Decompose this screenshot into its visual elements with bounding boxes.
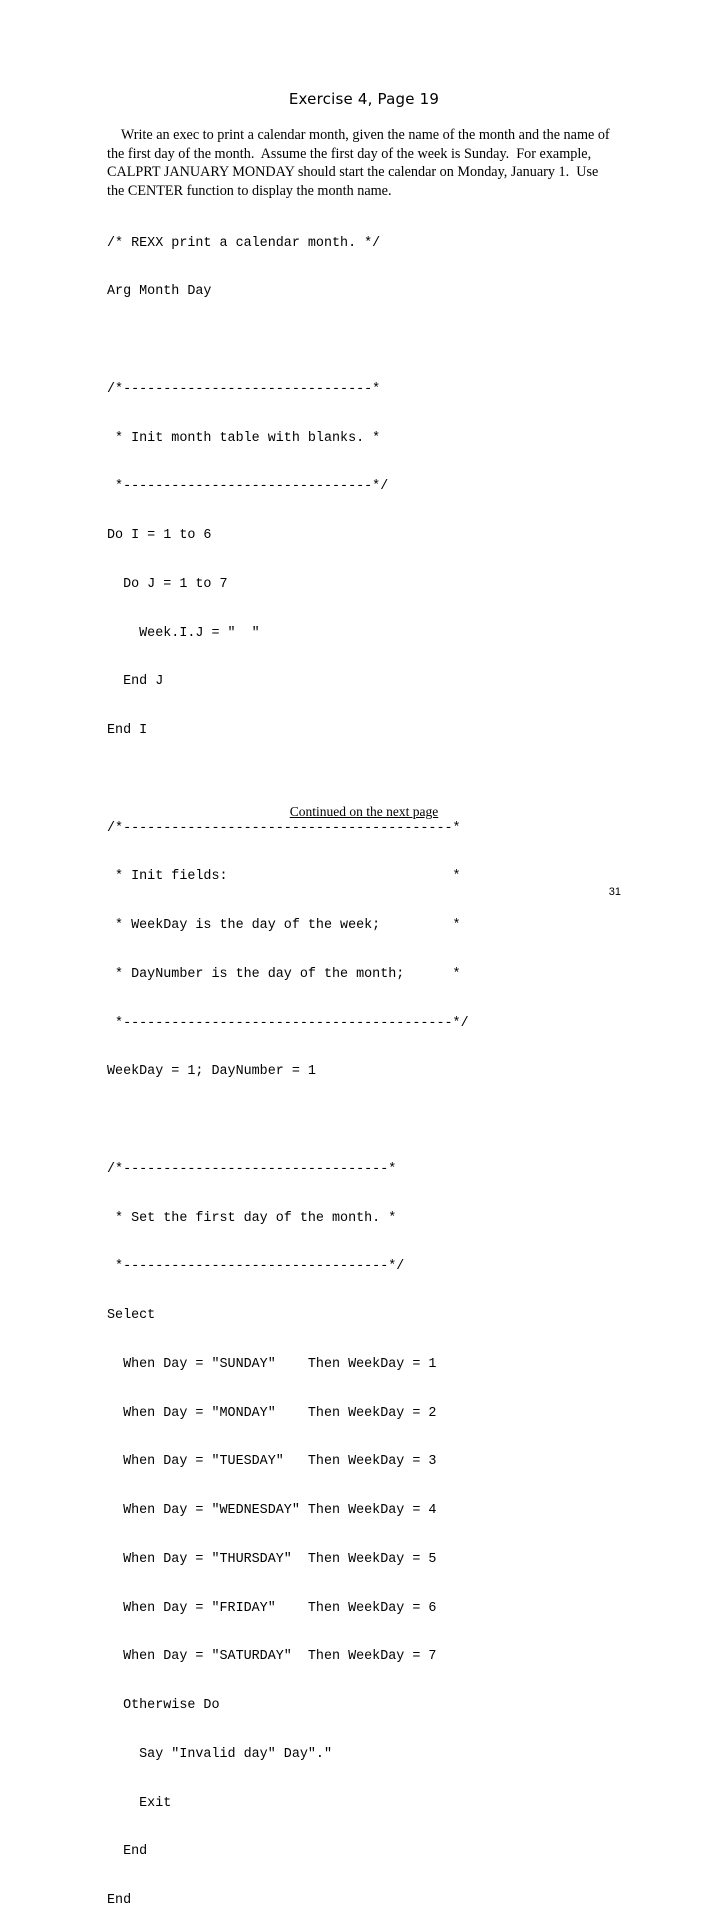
code-line: * Set the first day of the month. * (107, 1210, 397, 1226)
description-line: the first day of the month. Assume the first day of the week is Sunday. For example, (107, 145, 592, 162)
code-line (107, 1113, 469, 1129)
code-line: Do J = 1 to 7 (107, 576, 228, 592)
code-line: * Init month table with blanks. * (107, 430, 381, 446)
code-line: /*-------------------------------* (107, 381, 381, 397)
code-line: * WeekDay is the day of the week; * (107, 918, 461, 933)
code-line (107, 333, 469, 349)
code-line: Exit (107, 1795, 172, 1811)
code-line: When Day = "SATURDAY" Then WeekDay = 7 (107, 1649, 437, 1665)
code-line: When Day = "FRIDAY" Then WeekDay = 6 (107, 1600, 437, 1616)
page-title: Exercise 4, Page 19 (288, 90, 440, 108)
code-line: Say "Invalid day" Day"." (107, 1746, 332, 1762)
code-line: End (107, 1893, 132, 1908)
exercise-description (107, 126, 627, 200)
code-line: * Init fields: * (107, 869, 461, 885)
code-line: Do I = 1 to 6 (107, 528, 212, 543)
rexx-code-listing (107, 203, 469, 1926)
code-line: Week.I.J = " " (107, 625, 260, 641)
code-line: End I (107, 723, 148, 738)
code-line: WeekDay = 1; DayNumber = 1 (107, 1064, 316, 1080)
code-line: *-------------------------------*/ (107, 479, 389, 495)
description-line: CALPRT JANUARY MONDAY should start the calendar on Monday, January 1. Use (107, 164, 599, 180)
code-line: End (107, 1844, 148, 1860)
description-line: the CENTER function to display the month name. (107, 182, 392, 199)
code-line: /*-----------------------------------------* (107, 820, 461, 836)
code-line: When Day = "SUNDAY" Then WeekDay = 1 (107, 1356, 437, 1372)
code-line: When Day = "TUESDAY" Then WeekDay = 3 (107, 1454, 437, 1470)
description-line: Write an exec to print a calendar month, given the name of the month and the name of (107, 127, 610, 143)
code-line: When Day = "WEDNESDAY" Then WeekDay = 4 (107, 1503, 437, 1518)
code-line: When Day = "MONDAY" Then WeekDay = 2 (107, 1405, 437, 1421)
code-line: /* REXX print a calendar month. */ (107, 235, 381, 251)
code-line: /*---------------------------------* (107, 1161, 397, 1177)
code-line: Otherwise Do (107, 1698, 220, 1713)
code-line: End J (107, 674, 164, 690)
code-line: * DayNumber is the day of the month; * (107, 966, 461, 982)
code-line: *---------------------------------*/ (107, 1259, 405, 1275)
code-line: Select (107, 1308, 156, 1323)
page-number: 31 (608, 886, 621, 898)
continued-link[interactable]: Continued on the next page (289, 804, 439, 819)
code-line: When Day = "THURSDAY" Then WeekDay = 5 (107, 1551, 437, 1567)
code-line (107, 772, 469, 788)
code-line: *-----------------------------------------*/ (107, 1015, 469, 1031)
code-line: Arg Month Day (107, 284, 212, 300)
